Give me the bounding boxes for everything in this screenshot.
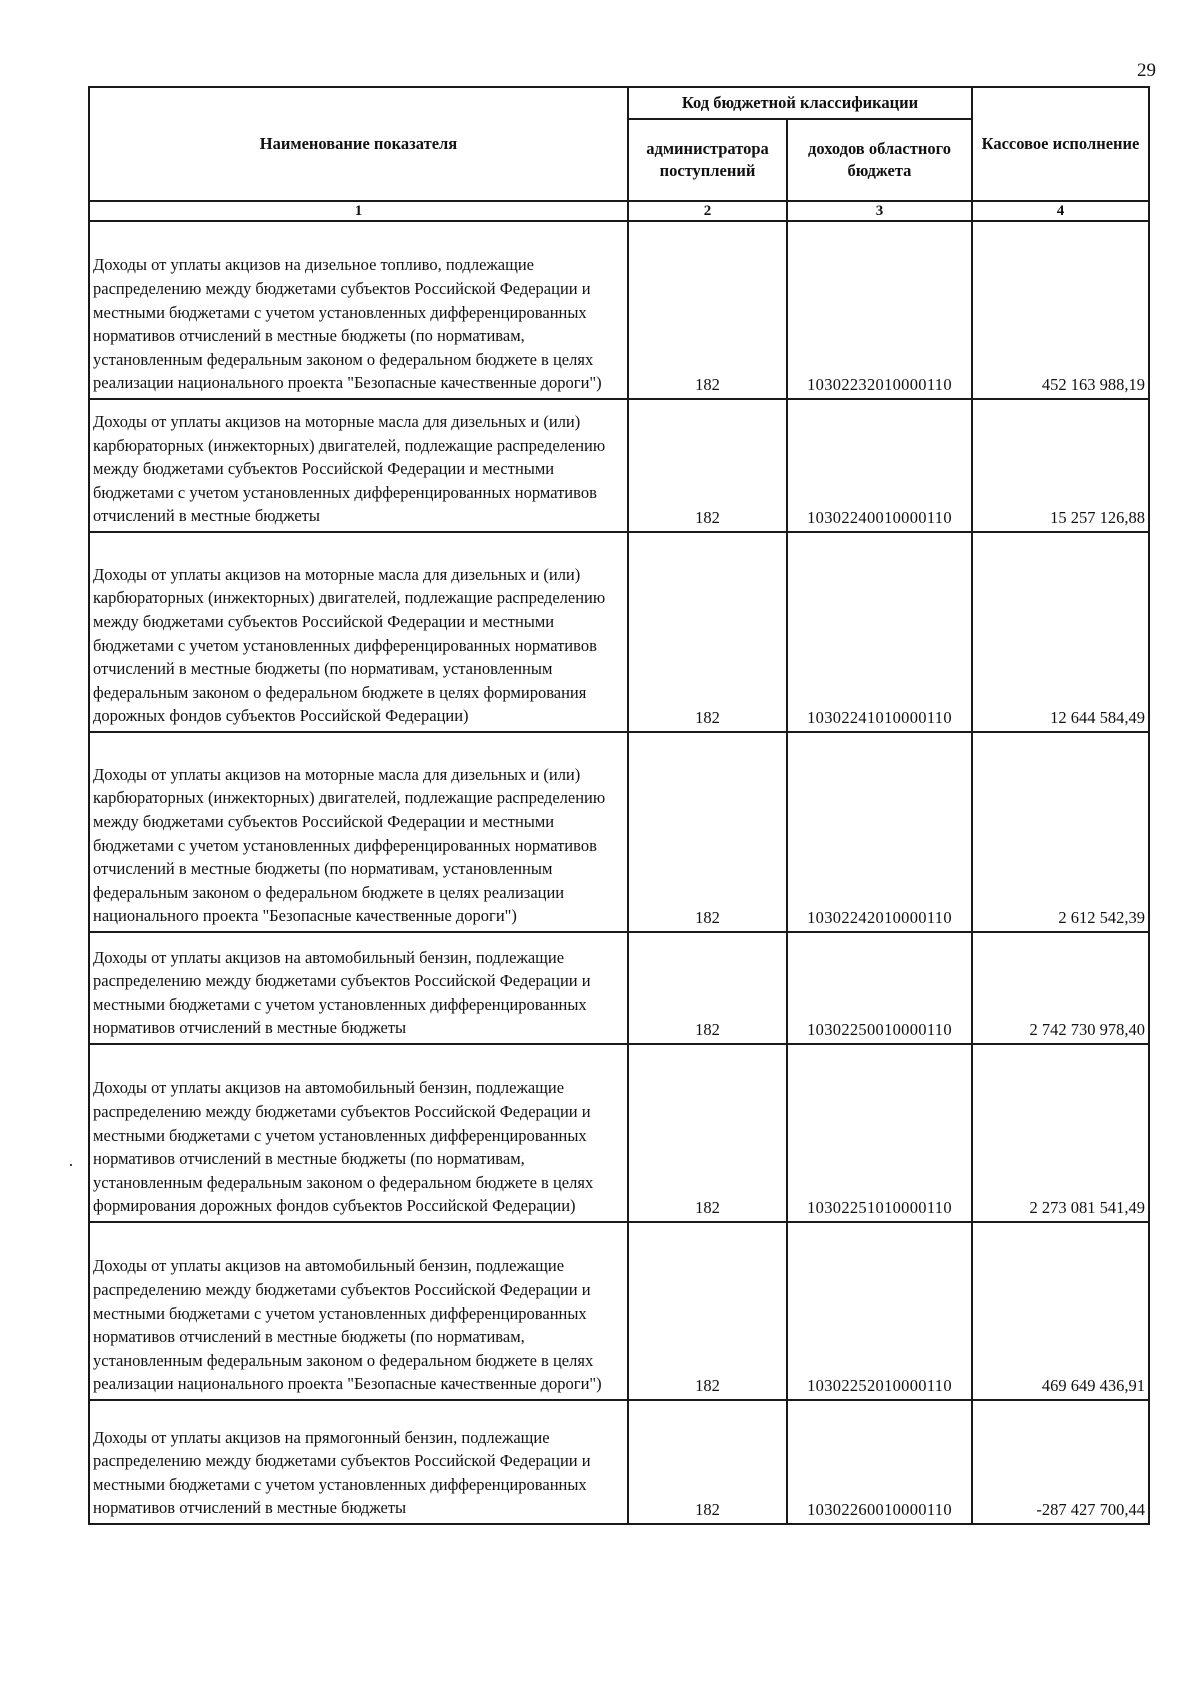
column-number-row — [89, 201, 1149, 221]
cash-execution-amount: 452 163 988,19 — [972, 221, 1149, 399]
table-row — [89, 1400, 1149, 1524]
table-row — [89, 1222, 1149, 1400]
table-row — [89, 532, 1149, 732]
indicator-name: Доходы от уплаты акцизов на моторные масла для дизельных и (или) карбюраторных (инжекторных) двигателей, подлежащие распределению между бюджетами субъектов Российской Федерации и местными бюджетами с учетом установленных дифференцированных нормативов отчислений в местные бюджеты — [89, 399, 628, 532]
cash-execution-amount: 12 644 584,49 — [972, 532, 1149, 732]
administrator-code: 182 — [628, 1222, 787, 1400]
indicator-name: Доходы от уплаты акцизов на моторные масла для дизельных и (или) карбюраторных (инжекторных) двигателей, подлежащие распределению между бюджетами субъектов Российской Федерации и местными бюджетами с учетом установленных дифференцированных нормативов отчислений в местные бюджеты (по нормативам, установленным федеральным законом о федеральном бюджете в целях реализации национального проекта "Безопасные качественные дороги") — [89, 732, 628, 932]
budget-code: 10302240010000110 — [787, 399, 972, 532]
budget-code: 10302260010000110 — [787, 1400, 972, 1524]
header-classification-code: Код бюджетной классификации — [628, 87, 972, 119]
table-row — [89, 399, 1149, 532]
budget-code: 10302252010000110 — [787, 1222, 972, 1400]
indicator-name: Доходы от уплаты акцизов на автомобильный бензин, подлежащие распределению между бюджетами субъектов Российской Федерации и местными бюджетами с учетом установленных дифференцированных нормативов отчислений в местные бюджеты (по нормативам, установленным федеральным законом о федеральном бюджете в целях формирования дорожных фондов субъектов Российской Федерации) — [89, 1044, 628, 1222]
cash-execution-amount: 469 649 436,91 — [972, 1222, 1149, 1400]
table-row — [89, 732, 1149, 932]
page-number: 29 — [1137, 60, 1156, 81]
administrator-code: 182 — [628, 221, 787, 399]
table-row — [89, 1044, 1149, 1222]
header-administrator: администратора поступлений — [628, 119, 787, 201]
indicator-name: Доходы от уплаты акцизов на прямогонный бензин, подлежащие распределению между бюджетами субъектов Российской Федерации и местными бюджетами с учетом установленных дифференцированных нормативов отчислений в местные бюджеты — [89, 1400, 628, 1524]
administrator-code: 182 — [628, 399, 787, 532]
header-indicator-name: Наименование показателя — [89, 87, 628, 201]
cash-execution-amount: 2 742 730 978,40 — [972, 932, 1149, 1044]
indicator-name: Доходы от уплаты акцизов на дизельное топливо, подлежащие распределению между бюджетами субъектов Российской Федерации и местными бюджетами с учетом установленных дифференцированных нормативов отчислений в местные бюджеты (по нормативам, установленным федеральным законом о федеральном бюджете в целях реализации национального проекта "Безопасные качественные дороги") — [89, 221, 628, 399]
budget-code: 10302251010000110 — [787, 1044, 972, 1222]
administrator-code: 182 — [628, 532, 787, 732]
column-number: 3 — [787, 201, 972, 221]
indicator-name: Доходы от уплаты акцизов на автомобильный бензин, подлежащие распределению между бюджетами субъектов Российской Федерации и местными бюджетами с учетом установленных дифференцированных нормативов отчислений в местные бюджеты (по нормативам, установленным федеральным законом о федеральном бюджете в целях реализации национального проекта "Безопасные качественные дороги") — [89, 1222, 628, 1400]
administrator-code: 182 — [628, 932, 787, 1044]
header-regional-income: доходов областного бюджета — [787, 119, 972, 201]
cash-execution-amount: 2 273 081 541,49 — [972, 1044, 1149, 1222]
column-number: 4 — [972, 201, 1149, 221]
header-cash-execution: Кассовое исполнение — [972, 87, 1149, 201]
budget-code: 10302232010000110 — [787, 221, 972, 399]
column-number: 2 — [628, 201, 787, 221]
budget-code: 10302241010000110 — [787, 532, 972, 732]
table-row — [89, 932, 1149, 1044]
column-number: 1 — [89, 201, 628, 221]
cash-execution-amount: 2 612 542,39 — [972, 732, 1149, 932]
indicator-name: Доходы от уплаты акцизов на моторные масла для дизельных и (или) карбюраторных (инжекторных) двигателей, подлежащие распределению между бюджетами субъектов Российской Федерации и местными бюджетами с учетом установленных дифференцированных нормативов отчислений в местные бюджеты (по нормативам, установленным федеральным законом о федеральном бюджете в целях формирования дорожных фондов субъектов Российской Федерации) — [89, 532, 628, 732]
scan-speck — [70, 1164, 72, 1166]
table-row — [89, 221, 1149, 399]
cash-execution-amount: 15 257 126,88 — [972, 399, 1149, 532]
administrator-code: 182 — [628, 1044, 787, 1222]
administrator-code: 182 — [628, 1400, 787, 1524]
budget-code: 10302250010000110 — [787, 932, 972, 1044]
revenue-table — [88, 86, 1150, 1525]
cash-execution-amount: -287 427 700,44 — [972, 1400, 1149, 1524]
administrator-code: 182 — [628, 732, 787, 932]
budget-code: 10302242010000110 — [787, 732, 972, 932]
indicator-name: Доходы от уплаты акцизов на автомобильный бензин, подлежащие распределению между бюджетами субъектов Российской Федерации и местными бюджетами с учетом установленных дифференцированных нормативов отчислений в местные бюджеты — [89, 932, 628, 1044]
